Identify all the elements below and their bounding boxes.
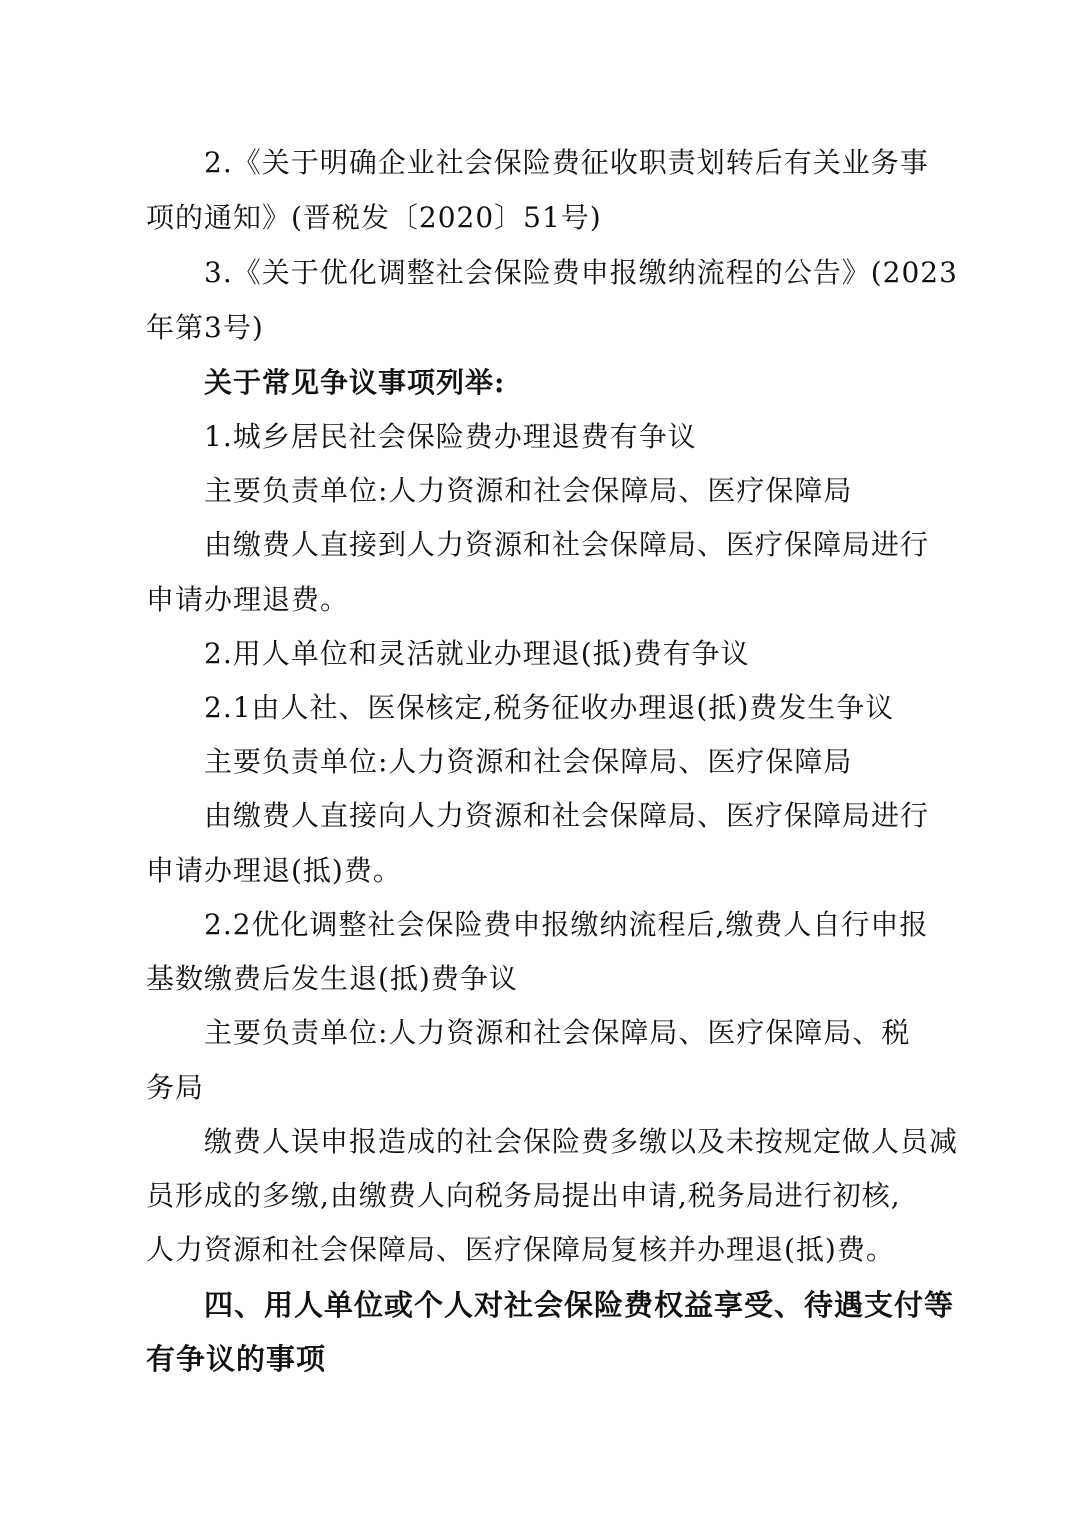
paragraph-line: 由缴费人直接向人力资源和社会保障局、医疗保障局进行 bbox=[204, 799, 930, 832]
paragraph-line: 申请办理退费。 bbox=[146, 583, 350, 616]
paragraph-line: 年第3号) bbox=[146, 311, 264, 344]
section-subheading: 关于常见争议事项列举: bbox=[204, 366, 506, 399]
paragraph-line: 人力资源和社会保障局、医疗保障局复核并办理退(抵)费。 bbox=[146, 1233, 895, 1266]
paragraph-line: 项的通知》(晋税发〔2020〕51号) bbox=[146, 201, 602, 234]
paragraph-line: 3.《关于优化调整社会保险费申报缴纳流程的公告》(2023 bbox=[204, 256, 958, 289]
paragraph-line: 主要负责单位:人力资源和社会保障局、医疗保障局、税 bbox=[204, 1016, 911, 1049]
paragraph-line: 2.《关于明确企业社会保险费征收职责划转后有关业务事 bbox=[204, 146, 929, 179]
paragraph-line: 基数缴费后发生退(抵)费争议 bbox=[146, 962, 518, 995]
paragraph-line: 缴费人误申报造成的社会保险费多缴以及未按规定做人员减 bbox=[204, 1125, 959, 1158]
paragraph-line: 员形成的多缴,由缴费人向税务局提出申请,税务局进行初核, bbox=[146, 1179, 901, 1212]
paragraph-line: 主要负责单位:人力资源和社会保障局、医疗保障局 bbox=[204, 474, 853, 507]
section-heading: 四、用人单位或个人对社会保险费权益享受、待遇支付等 bbox=[204, 1288, 955, 1322]
paragraph-line: 务局 bbox=[146, 1071, 205, 1104]
paragraph-line: 申请办理退(抵)费。 bbox=[146, 854, 402, 887]
paragraph-line: 1.城乡居民社会保险费办理退费有争议 bbox=[204, 420, 697, 453]
paragraph-line: 由缴费人直接到人力资源和社会保障局、医疗保障局进行 bbox=[204, 528, 930, 561]
section-heading: 有争议的事项 bbox=[146, 1342, 327, 1376]
paragraph-line: 2.用人单位和灵活就业办理退(抵)费有争议 bbox=[204, 637, 750, 670]
paragraph-line: 主要负责单位:人力资源和社会保障局、医疗保障局 bbox=[204, 745, 853, 778]
paragraph-line: 2.2优化调整社会保险费申报缴纳流程后,缴费人自行申报 bbox=[204, 908, 929, 941]
paragraph-line: 2.1由人社、医保核定,税务征收办理退(抵)费发生争议 bbox=[204, 691, 895, 724]
